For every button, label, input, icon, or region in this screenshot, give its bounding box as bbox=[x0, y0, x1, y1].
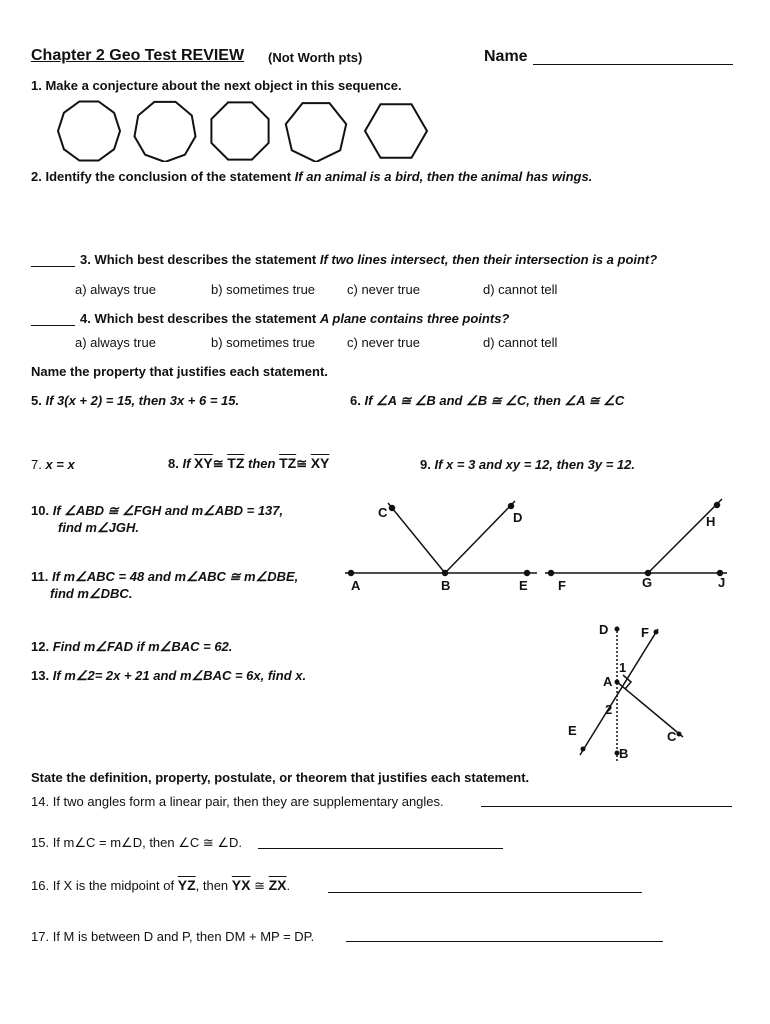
answer-line-17[interactable] bbox=[346, 941, 663, 942]
ray-gh bbox=[648, 499, 722, 573]
question-6 bbox=[350, 393, 624, 409]
question-number: 7. bbox=[31, 457, 42, 472]
segment-xy: $\overline{XY}$ bbox=[194, 455, 213, 471]
section-heading-property: Name the property that justifies each statement. bbox=[31, 364, 328, 379]
label-g: G bbox=[642, 575, 653, 590]
question-number: 4. bbox=[80, 311, 91, 326]
choice-a: a) always true bbox=[75, 282, 156, 297]
label-a: A bbox=[603, 674, 613, 689]
label-e: E bbox=[519, 578, 528, 593]
label-f: F bbox=[558, 578, 566, 593]
name-label: Name bbox=[484, 48, 528, 65]
segment-yz: $\overline{YZ}$ bbox=[177, 877, 196, 893]
ray-bc bbox=[388, 503, 445, 573]
question-2 bbox=[31, 169, 592, 184]
question-number: 13. bbox=[31, 668, 50, 683]
question-statement: A plane contains three points? bbox=[319, 311, 510, 326]
name-field-line[interactable] bbox=[533, 64, 733, 65]
question-number: 2. bbox=[31, 169, 42, 184]
question-text: If M is between D and P, then DM + MP = DP. bbox=[52, 929, 315, 944]
question-13 bbox=[31, 668, 306, 684]
point-h bbox=[715, 503, 720, 508]
label-b: B bbox=[619, 746, 629, 761]
hexagon-shape bbox=[365, 104, 427, 158]
point-a bbox=[615, 680, 620, 685]
point-a bbox=[349, 571, 354, 576]
question-number: 10. bbox=[31, 503, 50, 518]
question-number: 12. bbox=[31, 639, 50, 654]
decagon-shape bbox=[58, 102, 120, 161]
question-10-line2: find m∠JGH. bbox=[58, 520, 139, 535]
question-number: 1. bbox=[31, 78, 42, 93]
choice-b: b) sometimes true bbox=[211, 335, 316, 350]
question-10 bbox=[31, 503, 283, 519]
perpendicular-diagram bbox=[555, 615, 705, 765]
label-e: E bbox=[568, 723, 577, 738]
question-text: Which best describes the statement bbox=[94, 311, 317, 326]
congruent-symbol: ≅ bbox=[254, 878, 265, 893]
label-c: C bbox=[378, 505, 388, 520]
choice-c: c) never true bbox=[347, 282, 420, 297]
heptagon-shape bbox=[286, 103, 346, 162]
question-number: 15. bbox=[31, 835, 50, 850]
question-text: If two angles form a linear pair, then they are supplementary angles. bbox=[52, 794, 444, 809]
label-angle-2: 2 bbox=[605, 702, 613, 717]
question-text-then: , then bbox=[195, 878, 229, 893]
label-h: H bbox=[706, 514, 716, 529]
question-11 bbox=[31, 569, 298, 585]
question-text: Make a conjecture about the next object in this sequence. bbox=[45, 78, 402, 93]
question-16 bbox=[31, 877, 290, 894]
question-statement: If two lines intersect, then their intersection is a point? bbox=[319, 252, 658, 267]
question-text: Identify the conclusion of the statement bbox=[45, 169, 292, 184]
point-e bbox=[581, 747, 586, 752]
question-12 bbox=[31, 639, 232, 655]
question-text: If X is the midpoint of bbox=[52, 878, 175, 893]
page-title: Chapter 2 Geo Test REVIEW bbox=[31, 47, 245, 64]
point-c bbox=[390, 506, 395, 511]
choice-b: b) sometimes true bbox=[211, 282, 316, 297]
question-statement: If an animal is a bird, then the animal has wings. bbox=[294, 169, 593, 184]
nonagon-shape bbox=[135, 102, 196, 162]
answer-line-14[interactable] bbox=[481, 806, 732, 807]
point-f bbox=[549, 571, 554, 576]
question-text-then: then bbox=[248, 456, 276, 471]
question-text: If ∠ABD ≅ ∠FGH and m∠ABD = 137, bbox=[52, 503, 284, 518]
question-11-line2: find m∠DBC. bbox=[50, 586, 133, 601]
choice-c: c) never true bbox=[347, 335, 420, 350]
question-15 bbox=[31, 835, 242, 851]
question-text: If m∠ABC = 48 and m∠ABC ≅ m∠DBE, bbox=[51, 569, 299, 584]
question-text: If m∠C = m∠D, then ∠C ≅ ∠D. bbox=[52, 835, 243, 850]
point-d bbox=[509, 504, 514, 509]
answer-blank-3[interactable] bbox=[31, 266, 75, 267]
question-text: If 3(x + 2) = 15, then 3x + 6 = 15. bbox=[45, 393, 240, 408]
line-fe bbox=[580, 629, 658, 755]
section-heading-definition: State the definition, property, postulate, or theorem that justifies each statement. bbox=[31, 770, 530, 785]
question-8 bbox=[168, 455, 329, 472]
point-e bbox=[525, 571, 530, 576]
question-text: If x = 3 and xy = 12, then 3y = 12. bbox=[434, 457, 635, 472]
answer-blank-4[interactable] bbox=[31, 325, 75, 326]
period: . bbox=[286, 878, 291, 893]
question-text: x = x bbox=[45, 457, 75, 472]
label-c: C bbox=[667, 729, 677, 744]
question-text: Which best describes the statement bbox=[94, 252, 317, 267]
question-4 bbox=[80, 311, 509, 326]
question-text-if: If bbox=[182, 456, 191, 471]
label-a: A bbox=[351, 578, 361, 593]
congruent-symbol: ≅ bbox=[212, 456, 224, 471]
question-number: 6. bbox=[350, 393, 361, 408]
label-j: J bbox=[718, 575, 726, 590]
label-d: D bbox=[513, 510, 523, 525]
page-subtitle: (Not Worth pts) bbox=[268, 50, 363, 65]
label-angle-1: 1 bbox=[619, 660, 627, 675]
segment-zx: $\overline{ZX}$ bbox=[268, 877, 287, 893]
question-text: Find m∠FAD if m∠BAC = 62. bbox=[52, 639, 233, 654]
label-d: D bbox=[599, 622, 609, 637]
question-9 bbox=[420, 457, 635, 472]
question-number: 16. bbox=[31, 878, 50, 893]
segment-tz: $\overline{TZ}$ bbox=[227, 455, 245, 471]
question-number: 17. bbox=[31, 929, 50, 944]
question-5 bbox=[31, 393, 239, 408]
question-17 bbox=[31, 929, 314, 944]
point-d bbox=[615, 627, 620, 632]
congruent-symbol: ≅ bbox=[296, 456, 308, 471]
answer-line-16[interactable] bbox=[328, 892, 642, 893]
answer-line-15[interactable] bbox=[258, 848, 503, 849]
question-1 bbox=[31, 78, 402, 93]
question-number: 14. bbox=[31, 794, 50, 809]
choice-a: a) always true bbox=[75, 335, 156, 350]
label-b: B bbox=[441, 578, 451, 593]
question-number: 9. bbox=[420, 457, 431, 472]
question-text: If m∠2= 2x + 21 and m∠BAC = 6x, find x. bbox=[52, 668, 307, 683]
polygon-sequence bbox=[50, 100, 440, 162]
question-7 bbox=[31, 457, 75, 472]
question-number: 11. bbox=[31, 569, 49, 584]
question-number: 3. bbox=[80, 252, 91, 267]
question-number: 8. bbox=[168, 456, 179, 471]
segment-xy: $\overline{XY}$ bbox=[310, 455, 330, 471]
question-text: If ∠A ≅ ∠B and ∠B ≅ ∠C, then ∠A ≅ ∠C bbox=[364, 393, 625, 408]
octagon-shape bbox=[211, 102, 268, 159]
angle-diagrams bbox=[335, 495, 745, 600]
question-3 bbox=[80, 252, 657, 267]
label-f: F bbox=[641, 625, 649, 640]
segment-tz: $\overline{TZ}$ bbox=[279, 455, 297, 471]
segment-yx: $\overline{YX}$ bbox=[231, 877, 251, 893]
ray-bd bbox=[445, 501, 515, 573]
point-c bbox=[677, 732, 682, 737]
right-angle-mark bbox=[623, 675, 631, 689]
choice-d: d) cannot tell bbox=[483, 282, 558, 297]
point-f bbox=[654, 630, 659, 635]
question-14 bbox=[31, 794, 444, 809]
question-number: 5. bbox=[31, 393, 42, 408]
choice-d: d) cannot tell bbox=[483, 335, 558, 350]
